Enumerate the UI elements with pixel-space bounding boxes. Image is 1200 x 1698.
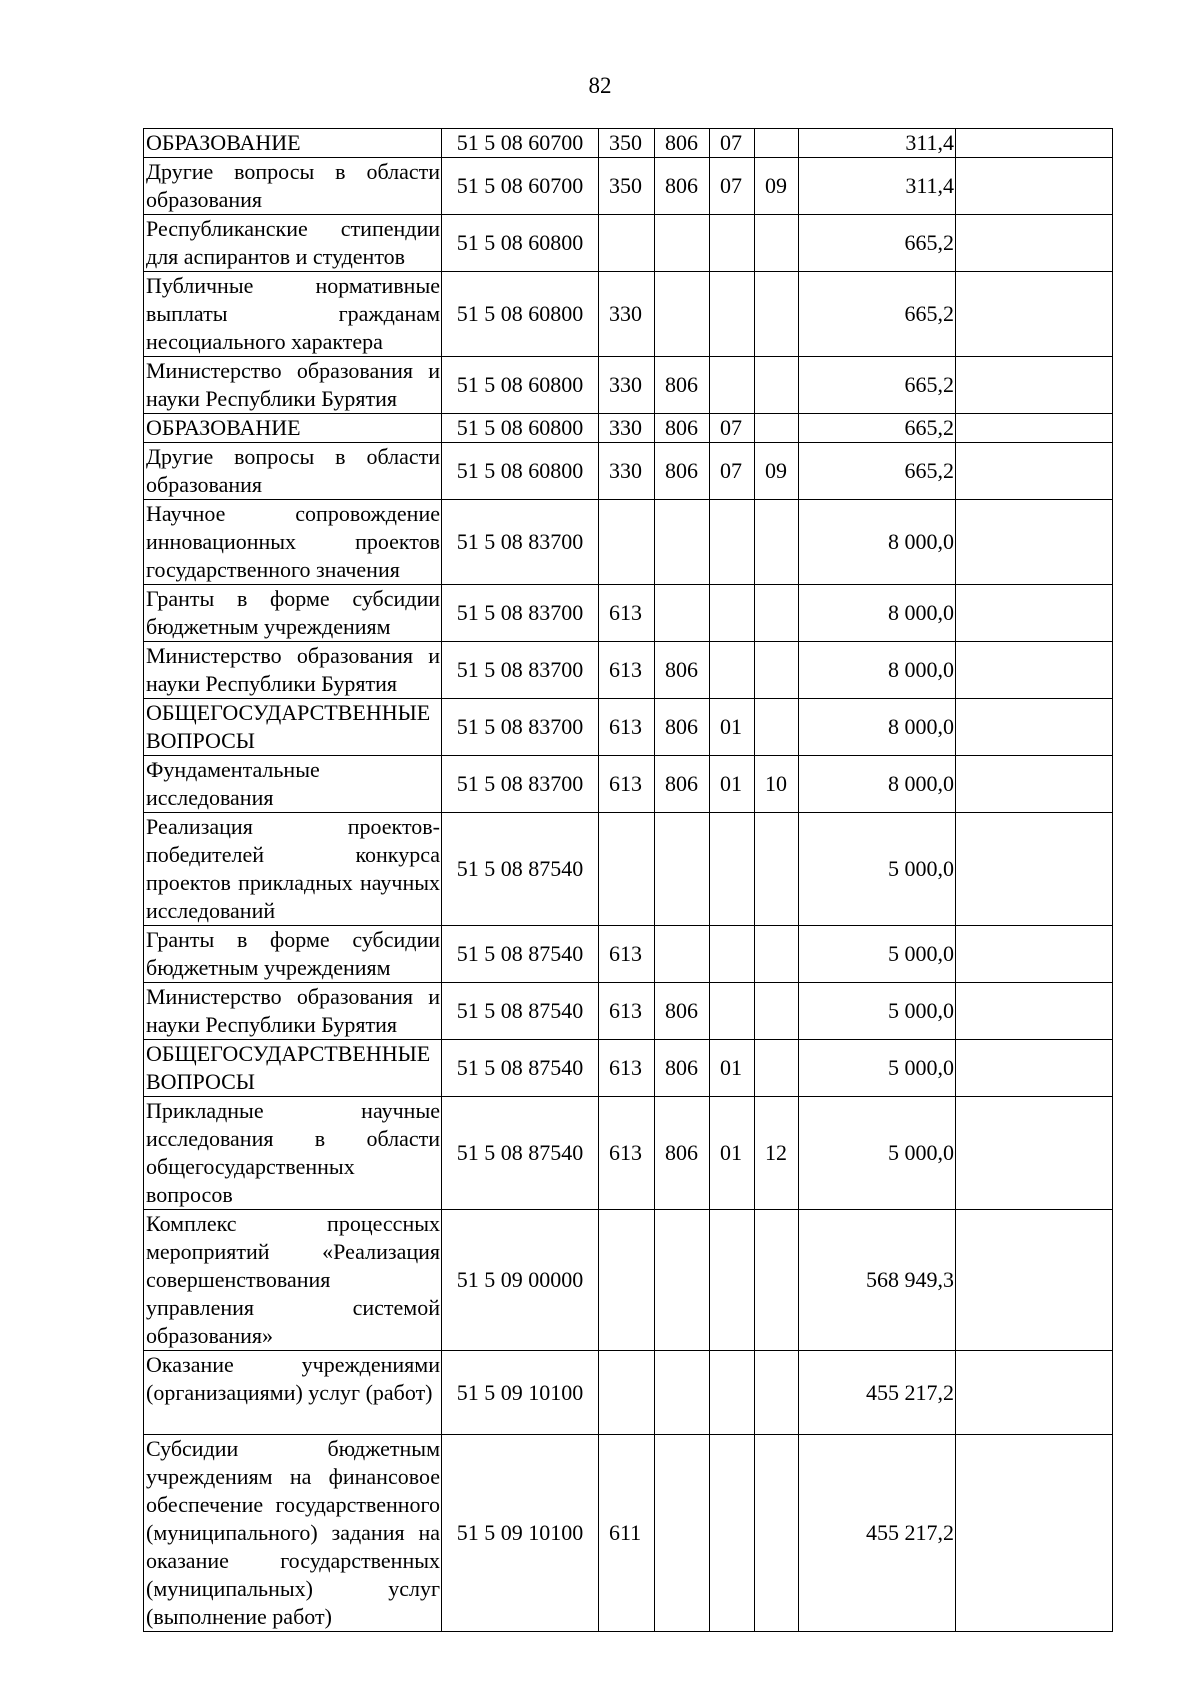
row-section: 01 bbox=[710, 1040, 755, 1097]
row-amount: 665,2 bbox=[799, 215, 956, 272]
row-subsection bbox=[755, 699, 799, 756]
row-target-code: 51 5 08 60800 bbox=[442, 357, 599, 414]
row-section bbox=[710, 1435, 755, 1632]
row-section: 01 bbox=[710, 1097, 755, 1210]
row-ministry-code: 806 bbox=[655, 983, 710, 1040]
row-amount: 311,4 bbox=[799, 158, 956, 215]
row-name: Комплекс процессных мероприятий «Реализация совершенствования управления системой образования» bbox=[144, 1210, 442, 1351]
table-row bbox=[144, 642, 1113, 699]
row-target-code: 51 5 08 60700 bbox=[442, 158, 599, 215]
row-section bbox=[710, 357, 755, 414]
row-target-code: 51 5 08 60800 bbox=[442, 215, 599, 272]
row-subsection bbox=[755, 1040, 799, 1097]
row-name: ОБРАЗОВАНИЕ bbox=[144, 414, 442, 443]
row-target-code: 51 5 08 83700 bbox=[442, 756, 599, 813]
row-ministry-code bbox=[655, 1435, 710, 1632]
row-ministry-code bbox=[655, 813, 710, 926]
table-row bbox=[144, 414, 1113, 443]
row-name: Публичные нормативные выплаты гражданам несоциального характера bbox=[144, 272, 442, 357]
row-expense-type: 613 bbox=[599, 699, 655, 756]
row-target-code: 51 5 08 60800 bbox=[442, 272, 599, 357]
row-section bbox=[710, 983, 755, 1040]
row-section: 07 bbox=[710, 129, 755, 158]
row-expense-type: 350 bbox=[599, 158, 655, 215]
row-amount: 8 000,0 bbox=[799, 500, 956, 585]
row-amount: 5 000,0 bbox=[799, 983, 956, 1040]
row-expense-type: 613 bbox=[599, 1097, 655, 1210]
row-empty-cell bbox=[956, 813, 1113, 926]
row-name: Реализация проектов-победителей конкурса проектов прикладных научных исследований bbox=[144, 813, 442, 926]
table-row bbox=[144, 215, 1113, 272]
row-empty-cell bbox=[956, 1435, 1113, 1632]
table-row bbox=[144, 1097, 1113, 1210]
row-ministry-code bbox=[655, 1351, 710, 1435]
row-name: Министерство образования и науки Республики Бурятия bbox=[144, 357, 442, 414]
row-ministry-code: 806 bbox=[655, 443, 710, 500]
row-amount: 665,2 bbox=[799, 272, 956, 357]
row-target-code: 51 5 08 60800 bbox=[442, 414, 599, 443]
row-name: Субсидии бюджетным учреждениям на финансовое обеспечение государственного (муниципального) задания на оказание государственных (муниципальных) услуг (выполнение работ) bbox=[144, 1435, 442, 1632]
row-empty-cell bbox=[956, 1097, 1113, 1210]
row-subsection bbox=[755, 1351, 799, 1435]
row-expense-type: 613 bbox=[599, 926, 655, 983]
row-name: ОБЩЕГОСУДАРСТВЕННЫЕ ВОПРОСЫ bbox=[144, 1040, 442, 1097]
row-amount: 5 000,0 bbox=[799, 1097, 956, 1210]
row-empty-cell bbox=[956, 642, 1113, 699]
table-row bbox=[144, 756, 1113, 813]
row-ministry-code bbox=[655, 500, 710, 585]
row-subsection bbox=[755, 129, 799, 158]
row-expense-type: 350 bbox=[599, 129, 655, 158]
row-target-code: 51 5 08 87540 bbox=[442, 926, 599, 983]
table-body bbox=[144, 129, 1113, 1632]
row-subsection bbox=[755, 926, 799, 983]
row-amount: 311,4 bbox=[799, 129, 956, 158]
table-row bbox=[144, 357, 1113, 414]
table-row bbox=[144, 129, 1113, 158]
page-number: 82 bbox=[588, 73, 612, 98]
row-ministry-code: 806 bbox=[655, 414, 710, 443]
row-ministry-code: 806 bbox=[655, 756, 710, 813]
row-subsection bbox=[755, 357, 799, 414]
row-target-code: 51 5 08 60700 bbox=[442, 129, 599, 158]
row-expense-type: 330 bbox=[599, 272, 655, 357]
row-empty-cell bbox=[956, 1351, 1113, 1435]
table-row bbox=[144, 158, 1113, 215]
row-expense-type: 611 bbox=[599, 1435, 655, 1632]
row-empty-cell bbox=[956, 1210, 1113, 1351]
row-name: ОБЩЕГОСУДАРСТВЕННЫЕ ВОПРОСЫ bbox=[144, 699, 442, 756]
row-ministry-code: 806 bbox=[655, 1097, 710, 1210]
row-subsection bbox=[755, 1435, 799, 1632]
row-name: Фундаментальные исследования bbox=[144, 756, 442, 813]
row-subsection: 12 bbox=[755, 1097, 799, 1210]
row-ministry-code bbox=[655, 926, 710, 983]
row-empty-cell bbox=[956, 1040, 1113, 1097]
row-amount: 5 000,0 bbox=[799, 813, 956, 926]
row-expense-type bbox=[599, 813, 655, 926]
row-empty-cell bbox=[956, 500, 1113, 585]
row-ministry-code: 806 bbox=[655, 699, 710, 756]
row-name: Другие вопросы в области образования bbox=[144, 158, 442, 215]
row-subsection bbox=[755, 1210, 799, 1351]
row-section bbox=[710, 1351, 755, 1435]
row-empty-cell bbox=[956, 699, 1113, 756]
row-subsection bbox=[755, 642, 799, 699]
row-section bbox=[710, 585, 755, 642]
row-target-code: 51 5 08 83700 bbox=[442, 500, 599, 585]
row-section bbox=[710, 813, 755, 926]
row-subsection bbox=[755, 585, 799, 642]
row-section: 01 bbox=[710, 699, 755, 756]
row-amount: 665,2 bbox=[799, 357, 956, 414]
row-ministry-code: 806 bbox=[655, 1040, 710, 1097]
row-section bbox=[710, 272, 755, 357]
row-amount: 568 949,3 bbox=[799, 1210, 956, 1351]
row-amount: 455 217,2 bbox=[799, 1435, 956, 1632]
row-subsection: 10 bbox=[755, 756, 799, 813]
row-section bbox=[710, 642, 755, 699]
row-expense-type: 330 bbox=[599, 357, 655, 414]
row-amount: 8 000,0 bbox=[799, 699, 956, 756]
row-expense-type: 613 bbox=[599, 756, 655, 813]
row-empty-cell bbox=[956, 129, 1113, 158]
table-row bbox=[144, 443, 1113, 500]
row-name: ОБРАЗОВАНИЕ bbox=[144, 129, 442, 158]
row-amount: 455 217,2 bbox=[799, 1351, 956, 1435]
row-target-code: 51 5 08 83700 bbox=[442, 585, 599, 642]
row-ministry-code bbox=[655, 1210, 710, 1351]
row-expense-type bbox=[599, 1351, 655, 1435]
row-empty-cell bbox=[956, 158, 1113, 215]
row-expense-type bbox=[599, 1210, 655, 1351]
row-subsection: 09 bbox=[755, 443, 799, 500]
row-ministry-code bbox=[655, 272, 710, 357]
row-target-code: 51 5 08 83700 bbox=[442, 699, 599, 756]
row-expense-type: 613 bbox=[599, 1040, 655, 1097]
table-row bbox=[144, 699, 1113, 756]
row-expense-type: 330 bbox=[599, 414, 655, 443]
row-section bbox=[710, 500, 755, 585]
row-amount: 665,2 bbox=[799, 414, 956, 443]
row-empty-cell bbox=[956, 926, 1113, 983]
row-amount: 8 000,0 bbox=[799, 585, 956, 642]
table-row bbox=[144, 926, 1113, 983]
table-row bbox=[144, 585, 1113, 642]
row-name: Министерство образования и науки Республики Бурятия bbox=[144, 642, 442, 699]
row-target-code: 51 5 09 10100 bbox=[442, 1435, 599, 1632]
table-row bbox=[144, 500, 1113, 585]
row-empty-cell bbox=[956, 215, 1113, 272]
row-subsection bbox=[755, 983, 799, 1040]
table-row bbox=[144, 272, 1113, 357]
row-subsection: 09 bbox=[755, 158, 799, 215]
row-target-code: 51 5 08 87540 bbox=[442, 813, 599, 926]
row-amount: 665,2 bbox=[799, 443, 956, 500]
row-section: 07 bbox=[710, 414, 755, 443]
row-empty-cell bbox=[956, 756, 1113, 813]
row-expense-type: 613 bbox=[599, 983, 655, 1040]
table-row bbox=[144, 813, 1113, 926]
table-row bbox=[144, 983, 1113, 1040]
row-section bbox=[710, 1210, 755, 1351]
budget-table bbox=[143, 128, 1113, 1632]
table-row bbox=[144, 1435, 1113, 1632]
row-subsection bbox=[755, 414, 799, 443]
row-empty-cell bbox=[956, 585, 1113, 642]
row-target-code: 51 5 08 87540 bbox=[442, 1097, 599, 1210]
row-subsection bbox=[755, 813, 799, 926]
row-amount: 5 000,0 bbox=[799, 1040, 956, 1097]
row-target-code: 51 5 08 83700 bbox=[442, 642, 599, 699]
row-subsection bbox=[755, 500, 799, 585]
row-subsection bbox=[755, 215, 799, 272]
row-name: Республиканские стипендии для аспирантов и студентов bbox=[144, 215, 442, 272]
row-expense-type bbox=[599, 215, 655, 272]
row-empty-cell bbox=[956, 272, 1113, 357]
row-empty-cell bbox=[956, 414, 1113, 443]
row-name: Прикладные научные исследования в области общегосударственных вопросов bbox=[144, 1097, 442, 1210]
row-section: 01 bbox=[710, 756, 755, 813]
row-expense-type: 330 bbox=[599, 443, 655, 500]
row-ministry-code: 806 bbox=[655, 129, 710, 158]
row-target-code: 51 5 09 00000 bbox=[442, 1210, 599, 1351]
row-target-code: 51 5 08 87540 bbox=[442, 1040, 599, 1097]
row-ministry-code bbox=[655, 585, 710, 642]
row-name: Министерство образования и науки Республики Бурятия bbox=[144, 983, 442, 1040]
row-ministry-code: 806 bbox=[655, 642, 710, 699]
row-name: Научное сопровождение инновационных проектов государственного значения bbox=[144, 500, 442, 585]
row-expense-type: 613 bbox=[599, 585, 655, 642]
row-empty-cell bbox=[956, 443, 1113, 500]
table-row bbox=[144, 1040, 1113, 1097]
row-ministry-code: 806 bbox=[655, 158, 710, 215]
row-ministry-code bbox=[655, 215, 710, 272]
row-target-code: 51 5 09 10100 bbox=[442, 1351, 599, 1435]
row-amount: 5 000,0 bbox=[799, 926, 956, 983]
row-section bbox=[710, 215, 755, 272]
row-name: Гранты в форме субсидии бюджетным учреждениям bbox=[144, 585, 442, 642]
row-empty-cell bbox=[956, 357, 1113, 414]
row-subsection bbox=[755, 272, 799, 357]
row-expense-type: 613 bbox=[599, 642, 655, 699]
table-row bbox=[144, 1351, 1113, 1435]
row-name: Оказание учреждениями (организациями) услуг (работ) bbox=[144, 1351, 442, 1435]
row-name: Другие вопросы в области образования bbox=[144, 443, 442, 500]
row-section: 07 bbox=[710, 158, 755, 215]
row-expense-type bbox=[599, 500, 655, 585]
row-section: 07 bbox=[710, 443, 755, 500]
row-amount: 8 000,0 bbox=[799, 642, 956, 699]
row-section bbox=[710, 926, 755, 983]
row-ministry-code: 806 bbox=[655, 357, 710, 414]
row-target-code: 51 5 08 60800 bbox=[442, 443, 599, 500]
row-amount: 8 000,0 bbox=[799, 756, 956, 813]
row-empty-cell bbox=[956, 983, 1113, 1040]
table-row bbox=[144, 1210, 1113, 1351]
row-target-code: 51 5 08 87540 bbox=[442, 983, 599, 1040]
row-name: Гранты в форме субсидии бюджетным учреждениям bbox=[144, 926, 442, 983]
